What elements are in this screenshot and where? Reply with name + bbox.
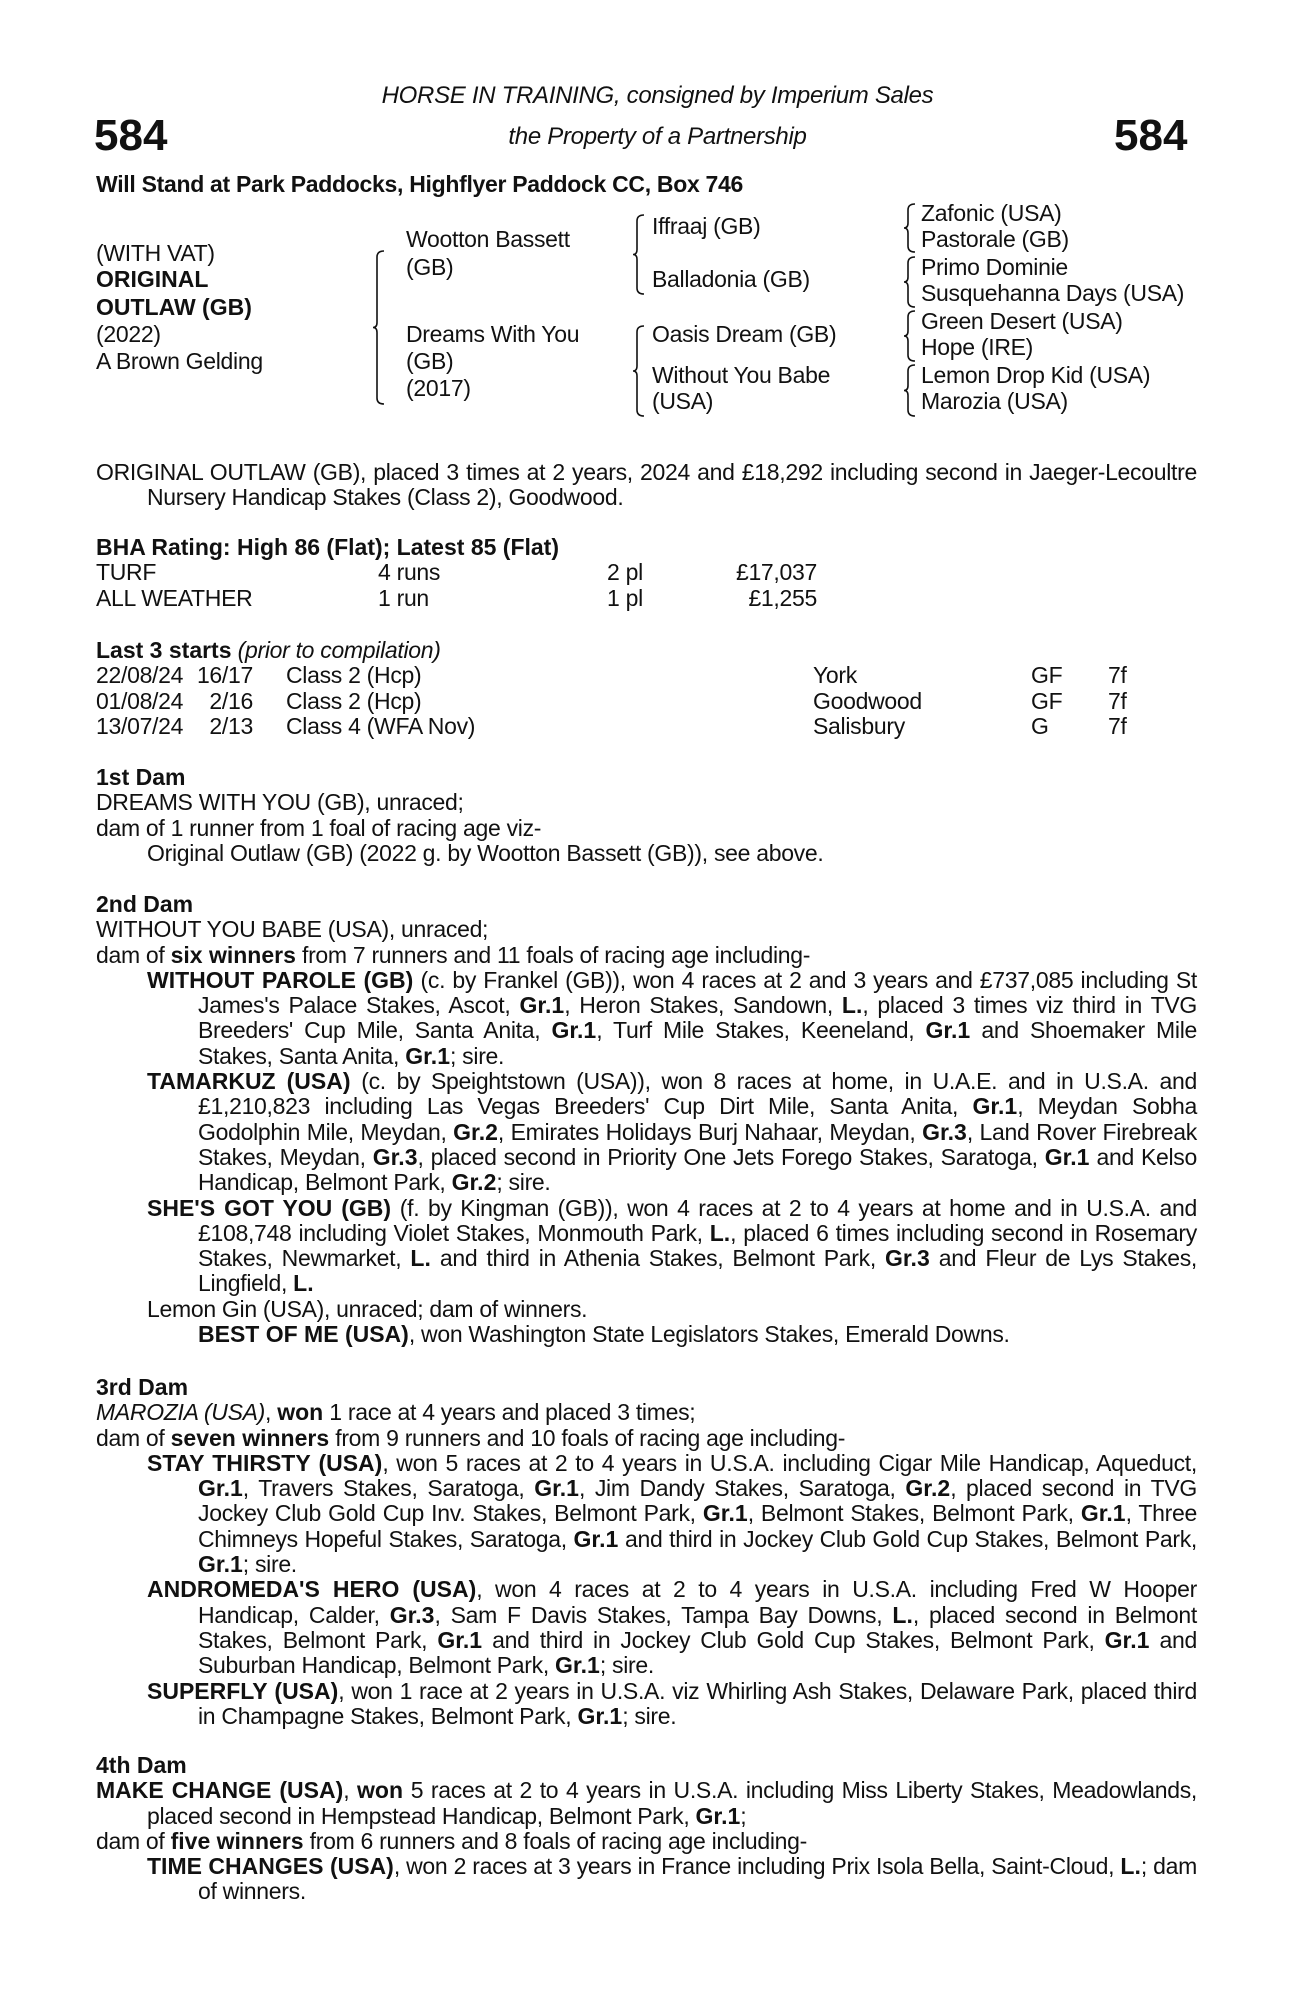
start-dist: 7f bbox=[1108, 662, 1127, 689]
bold-text-run: BEST OF ME (USA) bbox=[198, 1321, 409, 1348]
bold-text-run: Gr.1 bbox=[198, 1475, 243, 1502]
runs: 4 runs bbox=[378, 559, 441, 586]
dam-section bbox=[96, 892, 1197, 1347]
text-run: ; sire. bbox=[622, 1702, 677, 1729]
text-run: from 6 runners and 8 foals of racing age including- bbox=[303, 1827, 808, 1854]
text-run: DREAMS WITH YOU (GB), unraced; bbox=[96, 789, 464, 816]
pedigree-paragraph bbox=[96, 1196, 1197, 1297]
text-run: from 7 runners and 11 foals of racing age including- bbox=[295, 941, 811, 968]
gen3-ancestor: Green Desert (USA) bbox=[921, 308, 1123, 334]
pedigree-paragraph bbox=[96, 1778, 1197, 1829]
bold-text-run: Gr.1 bbox=[1104, 1626, 1150, 1653]
bold-text-run: six winners bbox=[170, 941, 296, 968]
bold-text-run: L. bbox=[1120, 1853, 1141, 1880]
text-run: , won 4 races at 2 to 4 years in U.S.A. including Fred W Hooper Handicap, Calder, bbox=[198, 1576, 1197, 1628]
start-pos: 2/13 bbox=[209, 712, 253, 739]
bold-text-run: TIME CHANGES (USA) bbox=[147, 1853, 394, 1880]
lot-number-right: 584 bbox=[1114, 111, 1188, 160]
text-run: dam of bbox=[96, 1424, 171, 1451]
text-run: ; sire. bbox=[450, 1042, 505, 1069]
bold-text-run: Gr.1 bbox=[437, 1626, 483, 1653]
pedigree-brace bbox=[903, 256, 917, 308]
gen3-ancestor: Lemon Drop Kid (USA) bbox=[921, 362, 1151, 388]
pedigree-brace bbox=[372, 250, 386, 405]
bold-text-run: Gr.3 bbox=[922, 1118, 967, 1145]
bold-text-run: WITHOUT PAROLE (GB) bbox=[147, 966, 414, 993]
text-run: Original Outlaw (GB) (2022 g. by Wootton Bassett (GB)), see above. bbox=[147, 839, 824, 866]
bold-text-run: Gr.3 bbox=[389, 1601, 435, 1628]
bold-text-run: L. bbox=[841, 992, 863, 1019]
italic-text-run: MAROZIA (USA) bbox=[96, 1399, 266, 1426]
bold-text-run: Gr.1 bbox=[1044, 1143, 1090, 1170]
text-run: (c. by Speightstown (USA)), won 8 races at home, in U.A.E. and in U.S.A. and £1,210,823 including Las Vegas Breeders' Cup Dirt Mile, Santa Anita, bbox=[198, 1068, 1197, 1120]
text-run: WITHOUT YOU BABE (USA), unraced; bbox=[96, 916, 489, 943]
text-run: , won 5 races at 2 to 4 years in U.S.A. including Cigar Mile Handicap, Aqueduct, bbox=[382, 1449, 1197, 1476]
race-summary bbox=[96, 460, 1197, 511]
text-run: , Sam F Davis Stakes, Tampa Bay Downs, bbox=[434, 1601, 893, 1628]
rating-row bbox=[96, 586, 1197, 611]
lot-number-left: 584 bbox=[94, 111, 168, 160]
bold-text-run: MAKE CHANGE (USA) bbox=[96, 1777, 344, 1804]
sire-dam: Balladonia (GB) bbox=[652, 266, 810, 292]
dam-sire: Oasis Dream (GB) bbox=[652, 321, 837, 347]
text-run: , Heron Stakes, Sandown, bbox=[564, 992, 842, 1019]
text-run: , Land Rover Firebreak Stakes, Meydan, bbox=[198, 1118, 1197, 1170]
text-run: , won 1 race at 2 years in U.S.A. viz Whirling Ash Stakes, Delaware Park, placed third in Champagne Stakes, Belmont Park, bbox=[198, 1677, 1197, 1729]
text-run: and Kelso Handicap, Belmont Park, bbox=[198, 1143, 1197, 1196]
bold-text-run: Gr.1 bbox=[925, 1017, 971, 1044]
sire-sire: Iffraaj (GB) bbox=[652, 213, 761, 239]
consignment-line: HORSE IN TRAINING, consigned by Imperium Sales bbox=[381, 82, 934, 109]
pedigree-paragraph bbox=[96, 1829, 1197, 1854]
text-run: ; dam of winners. bbox=[198, 1853, 1197, 1905]
horse-description: A Brown Gelding bbox=[96, 348, 263, 374]
bold-text-run: L. bbox=[892, 1601, 913, 1628]
pedigree-brace bbox=[903, 364, 917, 417]
text-run: , placed 3 times viz third in TVG Breeders' Cup Mile, Santa Anita, bbox=[198, 992, 1197, 1044]
dam-section bbox=[96, 1753, 1197, 1905]
text-run: ; sire. bbox=[496, 1169, 551, 1196]
bha-rating-title: BHA Rating: High 86 (Flat); Latest 85 (Flat) bbox=[96, 534, 559, 560]
bold-text-run: five winners bbox=[170, 1827, 304, 1854]
text-run: and Shoemaker Mile Stakes, Santa Anita, bbox=[198, 1017, 1198, 1069]
pedigree-brace bbox=[903, 203, 917, 253]
pedigree-paragraph bbox=[96, 1069, 1197, 1195]
surface: TURF bbox=[96, 559, 157, 586]
text-run: (c. by Frankel (GB)), won 4 races at 2 and 3 years and £737,085 including St James's Palace Stakes, Ascot, bbox=[198, 966, 1197, 1019]
text-run: ; bbox=[740, 1802, 747, 1829]
dam-section-title: 4th Dam bbox=[96, 1752, 187, 1778]
bold-text-run: Gr.1 bbox=[702, 1500, 748, 1527]
bold-text-run: won bbox=[357, 1777, 404, 1804]
start-dist: 7f bbox=[1108, 687, 1127, 714]
pedigree-brace bbox=[632, 325, 646, 417]
pedigree-paragraph bbox=[96, 1426, 1197, 1451]
pedigree-paragraph bbox=[96, 968, 1197, 1069]
start-row bbox=[96, 689, 1197, 714]
text-run: dam of 1 runner from 1 foal of racing age viz- bbox=[96, 814, 542, 841]
start-date: 13/07/24 bbox=[96, 712, 184, 739]
dam-section bbox=[96, 765, 1197, 866]
bold-text-run: Gr.1 bbox=[1080, 1500, 1126, 1527]
dam-section bbox=[96, 1375, 1197, 1729]
text-run: from 9 runners and 10 foals of racing age including- bbox=[329, 1424, 846, 1451]
text-run: ; sire. bbox=[599, 1652, 654, 1679]
text-run: , placed second in TVG Jockey Club Gold Cup Inv. Stakes, Belmont Park, bbox=[198, 1475, 1197, 1527]
start-date: 22/08/24 bbox=[96, 662, 184, 689]
pedigree-brace bbox=[903, 310, 917, 362]
gen3-ancestor: Susquehanna Days (USA) bbox=[921, 280, 1185, 306]
start-course: Salisbury bbox=[813, 712, 905, 739]
start-going: GF bbox=[1031, 662, 1063, 689]
bold-text-run: SHE'S GOT YOU (GB) bbox=[147, 1194, 392, 1221]
bold-text-run: Gr.1 bbox=[555, 1652, 600, 1679]
gen3-ancestor: Marozia (USA) bbox=[921, 388, 1068, 414]
horse-name: OUTLAW (GB) bbox=[96, 294, 252, 320]
start-row bbox=[96, 663, 1197, 688]
vendor-line: the Property of a Partnership bbox=[508, 123, 807, 150]
text-run: and third in Jockey Club Gold Cup Stakes, Belmont Park, bbox=[618, 1525, 1197, 1552]
bold-text-run: Gr.2 bbox=[453, 1118, 498, 1145]
bold-text-run: Gr.1 bbox=[551, 1017, 597, 1044]
last-starts-section bbox=[96, 638, 1197, 739]
bold-text-run: L. bbox=[410, 1245, 431, 1272]
start-course: Goodwood bbox=[813, 687, 922, 714]
bold-text-run: Gr.1 bbox=[519, 992, 565, 1019]
vat-label: (WITH VAT) bbox=[96, 240, 215, 266]
text-run: and third in Athenia Stakes, Belmont Park, bbox=[430, 1245, 885, 1272]
pedigree-brace bbox=[632, 214, 646, 295]
dam-origin: (GB) bbox=[406, 348, 454, 374]
bold-text-run: L. bbox=[293, 1270, 314, 1297]
text-run: , won Washington State Legislators Stakes, Emerald Downs. bbox=[408, 1321, 1010, 1348]
bold-text-run: Gr.1 bbox=[972, 1093, 1018, 1120]
text-run: , placed second in Belmont Stakes, Belmont Park, bbox=[198, 1601, 1198, 1653]
start-race: Class 2 (Hcp) bbox=[286, 662, 422, 689]
pedigree-paragraph bbox=[96, 1854, 1197, 1905]
gen3-ancestor: Pastorale (GB) bbox=[921, 226, 1069, 252]
bold-text-run: Gr.1 bbox=[534, 1475, 579, 1502]
bold-text-run: Gr.1 bbox=[695, 1802, 741, 1829]
bold-text-run: Gr.3 bbox=[884, 1245, 930, 1272]
text-run: , bbox=[265, 1399, 278, 1426]
prize-money: £17,037 bbox=[735, 559, 817, 586]
pedigree-paragraph bbox=[96, 841, 1197, 866]
pedigree-paragraph bbox=[96, 1322, 1197, 1347]
pedigree-paragraph bbox=[96, 943, 1197, 968]
text-run: , Three Chimneys Hopeful Stakes, Saratoga, bbox=[198, 1500, 1197, 1552]
last-starts-note: (prior to compilation) bbox=[237, 637, 441, 663]
placed: 2 pl bbox=[607, 559, 643, 586]
text-run: and Suburban Handicap, Belmont Park, bbox=[198, 1626, 1197, 1679]
bold-text-run: L. bbox=[709, 1219, 731, 1246]
text-run: , won 2 races at 3 years in France including Prix Isola Bella, Saint-Cloud, bbox=[393, 1853, 1121, 1880]
pedigree-paragraph bbox=[96, 1400, 1197, 1425]
start-race: Class 2 (Hcp) bbox=[286, 687, 422, 714]
text-run: ; sire. bbox=[242, 1551, 297, 1578]
last-starts-title: Last 3 starts bbox=[96, 637, 232, 663]
start-race: Class 4 (WFA Nov) bbox=[286, 712, 476, 739]
text-run: and third in Jockey Club Gold Cup Stakes, Belmont Park, bbox=[482, 1626, 1105, 1653]
bold-text-run: Gr.1 bbox=[577, 1702, 623, 1729]
prize-money: £1,255 bbox=[748, 584, 817, 611]
bold-text-run: Gr.2 bbox=[905, 1475, 951, 1502]
bha-rating-section bbox=[96, 535, 1197, 611]
sire-name: Wootton Bassett bbox=[406, 226, 570, 252]
bold-text-run: ANDROMEDA'S HERO (USA) bbox=[147, 1576, 477, 1603]
pedigree-paragraph bbox=[96, 1297, 1197, 1322]
text-run: and Fleur de Lys Stakes, Lingfield, bbox=[198, 1245, 1197, 1297]
bold-text-run: STAY THIRSTY (USA) bbox=[147, 1449, 383, 1476]
bold-text-run: SUPERFLY (USA) bbox=[147, 1677, 339, 1704]
bold-text-run: seven winners bbox=[170, 1424, 330, 1451]
rating-row bbox=[96, 560, 1197, 585]
start-dist: 7f bbox=[1108, 712, 1127, 739]
text-run: Lemon Gin (USA), unraced; dam of winners. bbox=[147, 1295, 588, 1322]
gen3-ancestor: Primo Dominie bbox=[921, 254, 1068, 280]
dam-year: (2017) bbox=[406, 375, 471, 401]
pedigree-paragraph bbox=[96, 816, 1197, 841]
text-run: , placed second in Priority One Jets Forego Stakes, Saratoga, bbox=[417, 1143, 1045, 1170]
bold-text-run: Gr.1 bbox=[198, 1551, 243, 1578]
pedigree-paragraph bbox=[96, 1679, 1197, 1730]
bold-text-run: Gr.3 bbox=[372, 1143, 418, 1170]
text-run: dam of bbox=[96, 1827, 171, 1854]
pedigree-paragraph bbox=[96, 1451, 1197, 1577]
start-row bbox=[96, 714, 1197, 739]
runs: 1 run bbox=[378, 584, 429, 611]
stand-location: Will Stand at Park Paddocks, Highflyer Paddock CC, Box 746 bbox=[96, 171, 744, 197]
pedigree-paragraph bbox=[96, 1577, 1197, 1678]
dam-dam: Without You Babe bbox=[652, 362, 831, 388]
pedigree-paragraph bbox=[96, 790, 1197, 815]
text-run: , Emirates Holidays Burj Nahaar, Meydan, bbox=[497, 1118, 923, 1145]
bold-text-run: Gr.1 bbox=[573, 1525, 619, 1552]
text-run: (f. by Kingman (GB)), won 4 races at 2 to 4 years at home and in U.S.A. and £108,748 including Violet Stakes, Monmouth Park, bbox=[198, 1194, 1197, 1246]
summary-paragraph: ORIGINAL OUTLAW (GB), placed 3 times at 2 years, 2024 and £18,292 including second in Jaeger-Lecoultre Nursery Handicap Stakes (Class 2), Goodwood. bbox=[96, 459, 1197, 511]
text-run: 5 races at 2 to 4 years in U.S.A. including Miss Liberty Stakes, Meadowlands, placed second in Hempstead Handicap, Belmont Park, bbox=[147, 1777, 1197, 1829]
start-going: G bbox=[1031, 712, 1049, 739]
text-run: , Meydan Sobha Godolphin Mile, Meydan, bbox=[198, 1093, 1197, 1145]
start-course: York bbox=[813, 662, 857, 689]
bold-text-run: won bbox=[277, 1399, 324, 1426]
bold-text-run: Gr.1 bbox=[405, 1042, 450, 1069]
horse-year: (2022) bbox=[96, 321, 161, 347]
start-pos: 16/17 bbox=[196, 662, 253, 689]
gen3-ancestor: Hope (IRE) bbox=[921, 334, 1034, 360]
gen3-ancestor: Zafonic (USA) bbox=[921, 200, 1062, 226]
dam-section-title: 2nd Dam bbox=[96, 891, 194, 917]
pedigree-paragraph bbox=[96, 917, 1197, 942]
text-run: , Jim Dandy Stakes, Saratoga, bbox=[578, 1475, 906, 1502]
placed: 1 pl bbox=[607, 584, 643, 611]
sire-origin: (GB) bbox=[406, 254, 454, 280]
start-date: 01/08/24 bbox=[96, 687, 184, 714]
text-run: , bbox=[343, 1777, 358, 1804]
text-run: , placed 6 times including second in Rosemary Stakes, Newmarket, bbox=[198, 1219, 1197, 1272]
dam-name: Dreams With You bbox=[406, 321, 580, 347]
dam-section-title: 3rd Dam bbox=[96, 1374, 189, 1400]
text-run: , Belmont Stakes, Belmont Park, bbox=[747, 1500, 1081, 1527]
bold-text-run: TAMARKUZ (USA) bbox=[147, 1068, 351, 1095]
dam-section-title: 1st Dam bbox=[96, 764, 186, 790]
surface: ALL WEATHER bbox=[96, 584, 253, 611]
text-run: dam of bbox=[96, 941, 171, 968]
text-run: , Travers Stakes, Saratoga, bbox=[242, 1475, 535, 1502]
start-going: GF bbox=[1031, 687, 1063, 714]
start-pos: 2/16 bbox=[209, 687, 253, 714]
text-run: , Turf Mile Stakes, Keeneland, bbox=[596, 1017, 926, 1044]
text-run: 1 race at 4 years and placed 3 times; bbox=[323, 1399, 696, 1426]
bold-text-run: Gr.2 bbox=[451, 1169, 497, 1196]
dam-dam-origin: (USA) bbox=[652, 388, 714, 414]
horse-name: ORIGINAL bbox=[96, 266, 209, 292]
